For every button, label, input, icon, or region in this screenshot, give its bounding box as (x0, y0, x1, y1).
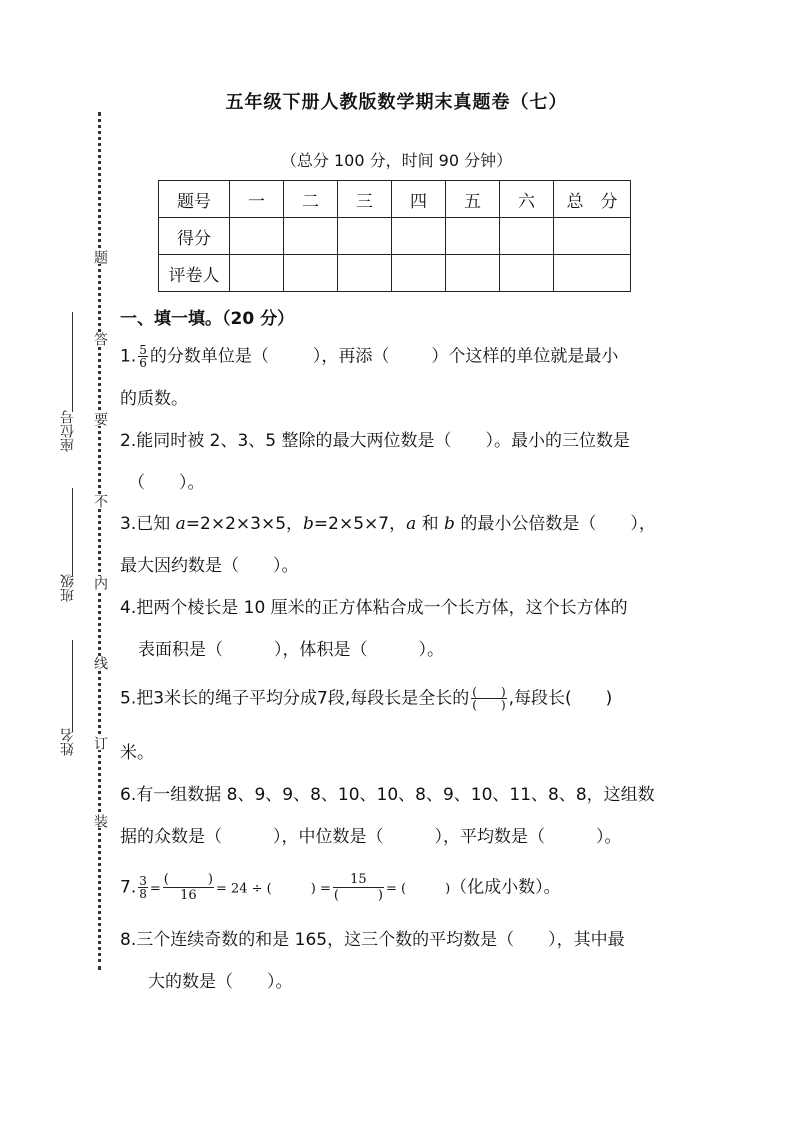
score-cell[interactable] (554, 218, 631, 255)
fraction-blank[interactable]: $\frac{( )}{( )}$ (472, 685, 506, 712)
section-heading: 一、填一填。（20 分） (120, 309, 295, 329)
binding-char: 装 (92, 814, 108, 828)
question-5-line2: 米。 (120, 743, 154, 763)
binding-char: 答 (92, 332, 108, 346)
score-cell[interactable] (446, 218, 500, 255)
score-cell[interactable] (284, 218, 338, 255)
seat-number-line (72, 312, 73, 412)
question-7: 7. $\frac{3}{8}$ = $\frac{( )}{16}$ = 24 ÷ ( ) = $\frac{15}{( )}$ = ( )（化成小数）。 (120, 872, 561, 903)
score-header-cell: 总 分 (554, 181, 631, 218)
binding-char: 不 (92, 494, 108, 508)
question-5: 5.把3米长的绳子平均分成7段,每段长是全长的 $\frac{( )}{( )}$ ,每段长( ) (120, 685, 613, 712)
binding-char: 内 (92, 576, 108, 590)
score-cell[interactable] (500, 255, 554, 292)
binding-dotted-line (98, 112, 101, 970)
score-cell[interactable] (392, 218, 446, 255)
score-header-cell: 五 (446, 181, 500, 218)
class-label: 班级 (60, 574, 76, 602)
question-3: 3.已知 a=2×2×3×5，b=2×5×7，a 和 b 的最小公倍数是（ ）， (120, 514, 656, 534)
question-2-line2: （ ）。 (128, 473, 205, 493)
fraction: $\frac{5}{6}$ (139, 343, 147, 370)
question-3-line2: 最大因约数是（ ）。 (120, 556, 299, 576)
question-1-line2: 的质数。 (120, 389, 188, 409)
binding-char: 题 (92, 250, 108, 264)
question-8: 8.三个连续奇数的和是 165，这三个数的平均数是（ ），其中最 (120, 930, 625, 950)
score-cell[interactable] (284, 255, 338, 292)
page-title: 五年级下册人教版数学期末真题卷（七） (225, 92, 568, 113)
score-cell[interactable] (338, 255, 392, 292)
question-4-line2: 表面积是（ ），体积是（ ）。 (138, 640, 444, 660)
question-1: 1. $\frac{5}{6}$ 的分数单位是（ ），再添（ ）个这样的单位就是最小 (120, 343, 619, 370)
fraction-blank[interactable]: $\frac{15}{( )}$ (333, 872, 383, 903)
score-cell[interactable] (230, 218, 284, 255)
seat-number-label: 座位号 (60, 410, 76, 452)
score-row-label: 评卷人 (159, 255, 230, 292)
class-line (72, 488, 73, 576)
score-table (158, 180, 631, 292)
score-table-row (159, 218, 631, 255)
binding-char: 线 (92, 656, 108, 670)
score-header-cell: 三 (338, 181, 392, 218)
score-cell[interactable] (554, 255, 631, 292)
score-cell[interactable] (230, 255, 284, 292)
question-2: 2.能同时被 2、3、5 整除的最大两位数是（ ）。最小的三位数是 (120, 431, 630, 451)
score-cell[interactable] (338, 218, 392, 255)
score-cell[interactable] (446, 255, 500, 292)
score-cell[interactable] (392, 255, 446, 292)
score-table-header-row (159, 181, 631, 218)
score-header-cell: 四 (392, 181, 446, 218)
score-row-label: 得分 (159, 218, 230, 255)
score-header-cell: 一 (230, 181, 284, 218)
score-table-row (159, 255, 631, 292)
score-cell[interactable] (500, 218, 554, 255)
question-6: 6.有一组数据 8、9、9、8、10、10、8、9、10、11、8、8，这组数 (120, 785, 655, 805)
name-label: 姓名 (60, 728, 76, 756)
name-line (72, 640, 73, 732)
binding-char: 要 (92, 412, 108, 426)
question-4: 4.把两个棱长是 10 厘米的正方体粘合成一个长方体，这个长方体的 (120, 598, 628, 618)
question-6-line2: 据的众数是（ ），中位数是（ ），平均数是（ ）。 (120, 827, 622, 847)
fraction: $\frac{3}{8}$ (139, 874, 147, 901)
question-8-line2: 大的数是（ ）。 (148, 972, 293, 992)
fraction-blank[interactable]: $\frac{( )}{16}$ (163, 872, 213, 903)
page-subtitle: （总分 100 分，时间 90 分钟） (280, 151, 513, 170)
score-header-cell: 题号 (159, 181, 230, 218)
score-header-cell: 二 (284, 181, 338, 218)
binding-char: 订 (92, 736, 108, 750)
score-header-cell: 六 (500, 181, 554, 218)
